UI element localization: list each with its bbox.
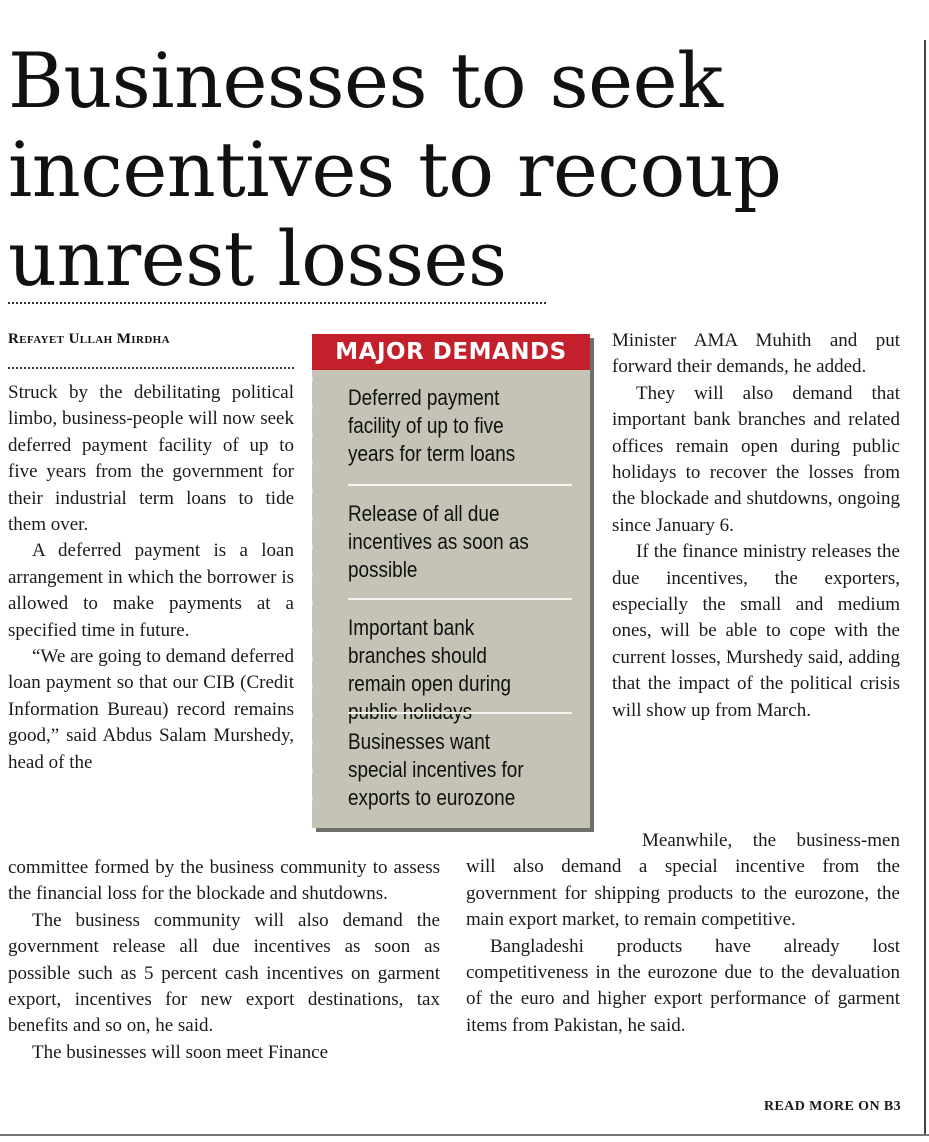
demand-divider bbox=[348, 484, 572, 486]
byline: Refayet Ullah Mirdha bbox=[8, 331, 170, 347]
read-more-link[interactable]: READ MORE ON B3 bbox=[763, 1099, 901, 1114]
headline-line-2: incentives to recoup bbox=[8, 125, 782, 214]
page-edge-rule bbox=[924, 40, 926, 1134]
right-column bbox=[612, 328, 900, 724]
paragraph: Meanwhile, the business-men will also demand a special incentive from the government for shipping products to the eurozone, the main export market, to remain competitive. bbox=[466, 830, 900, 931]
demand-item: Deferred payment facility of up to five years for term loans bbox=[348, 385, 516, 466]
major-demands-box bbox=[312, 334, 590, 828]
paragraph: Bangladeshi products have already lost competitiveness in the eurozone due to the devaluation of the euro and higher export performance of garment items from Pakistan, he said. bbox=[466, 935, 900, 1036]
left-column bbox=[8, 380, 294, 776]
paragraph: A deferred payment is a loan arrangement in which the borrower is allowed to make payments at a specified time in future. bbox=[8, 540, 294, 641]
paragraph: Struck by the debilitating political limbo, business-people will now seek deferred payment facility of up to five years from the government for their industrial term loans to tide them over. bbox=[8, 382, 294, 536]
paragraph: committee formed by the business community to assess the financial loss for the blockade and shutdowns. bbox=[8, 857, 440, 905]
byline-dotted-rule bbox=[8, 367, 294, 369]
headline-line-1: Businesses to seek bbox=[8, 36, 723, 125]
bottom-right-column bbox=[466, 828, 900, 1039]
paragraph: The business community will also demand the government release all due incentives as soon as possible such as 5 percent cash incentives on garment export, incentives for new export destinations, tax benefits and so on, he said. bbox=[8, 909, 440, 1037]
demand-item: Businesses want special incentives for exports to eurozone bbox=[348, 729, 524, 810]
article-headline bbox=[8, 36, 908, 303]
paragraph: Minister AMA Muhith and put forward their demands, he added. bbox=[612, 330, 900, 378]
bottom-left-column bbox=[8, 855, 440, 1066]
major-demands-title: MAJOR DEMANDS bbox=[312, 334, 590, 370]
demand-divider bbox=[348, 712, 572, 714]
paragraph: They will also demand that important bank branches and related offices remain open during public holidays to recover the losses from the blockade and shutdowns, ongoing since January 6. bbox=[612, 382, 900, 536]
box-scalloped-edge bbox=[306, 372, 320, 824]
paragraph: If the finance ministry releases the due incentives, the exporters, especially the small and medium ones, will be able to cope with the current losses, Murshedy said, adding that the impact of the political crisis will show up from March. bbox=[612, 541, 900, 721]
demand-item: Important bank branches should remain open during public holidays bbox=[348, 615, 512, 724]
paragraph: The businesses will soon meet Finance bbox=[32, 1041, 329, 1063]
headline-line-3: unrest losses bbox=[8, 214, 507, 303]
bottom-rule bbox=[0, 1134, 929, 1136]
demand-divider bbox=[348, 598, 572, 600]
paragraph: “We are going to demand deferred loan payment so that our CIB (Credit Information Bureau) record remains good,” said Abdus Salam Murshedy, head of the bbox=[8, 646, 294, 773]
demand-item: Release of all due incentives as soon as possible bbox=[348, 501, 529, 582]
headline-dotted-rule bbox=[8, 302, 546, 304]
